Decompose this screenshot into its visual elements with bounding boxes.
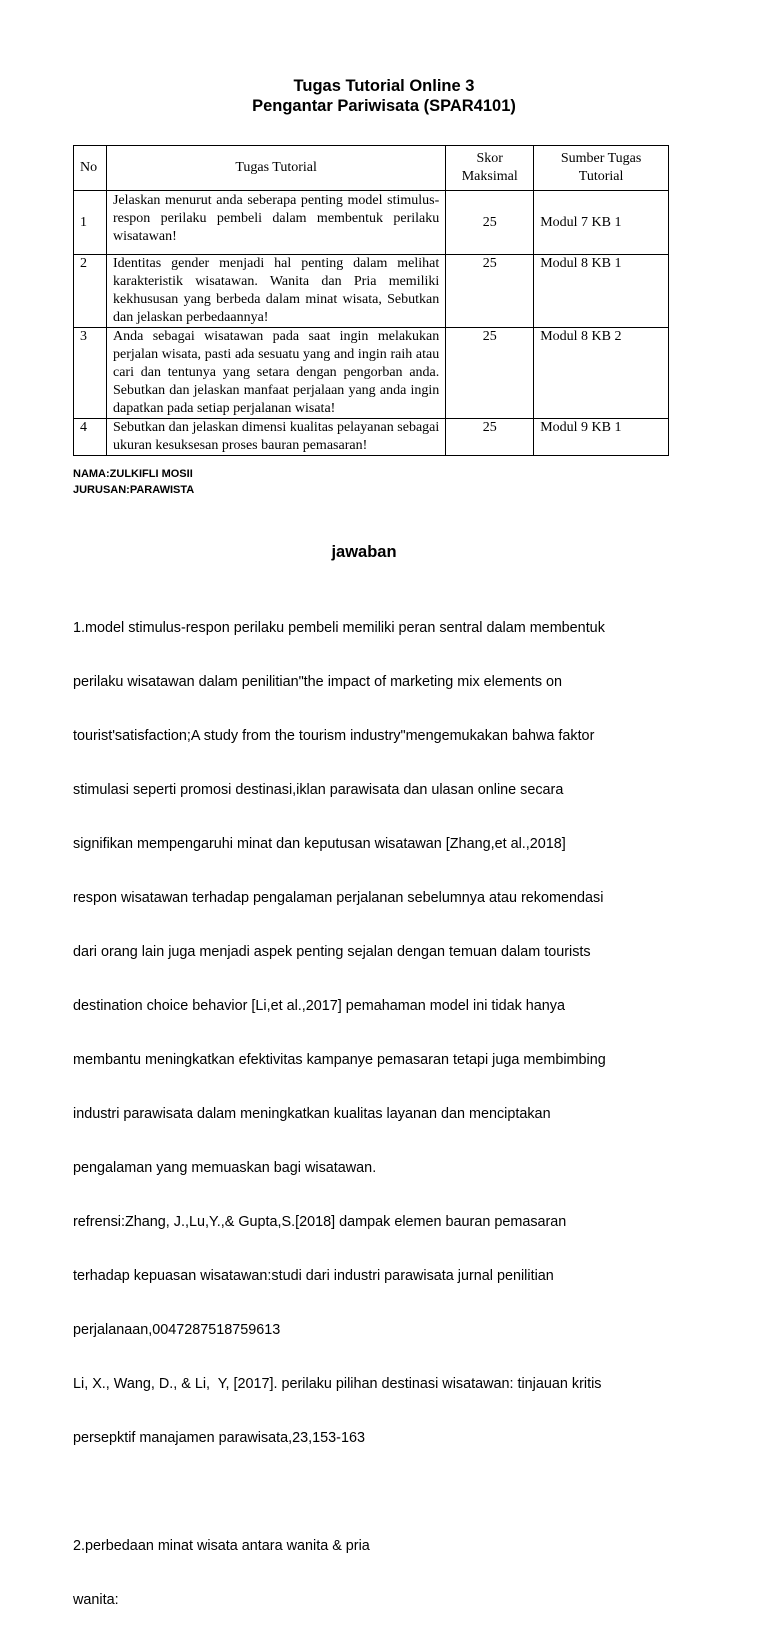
answer-line: wanita: [73,1592,119,1608]
row-source: Modul 8 KB 2 [534,328,669,419]
answer-heading: jawaban [331,543,397,561]
row-score: 25 [446,191,534,255]
answer-line: stimulasi seperti promosi destinasi,iklan parawisata dan ulasan online secara [73,782,564,798]
answer-line: 1.model stimulus-respon perilaku pembeli memiliki peran sentral dalam membentuk [73,620,605,636]
reference-line: terhadap kepuasan wisatawan:studi dari industri parawisata jurnal penilitian [73,1268,554,1284]
page-title [0,76,768,116]
row-number: 1 [74,191,107,255]
header-score-line2: Maksimal [461,169,518,184]
table-row [74,419,669,456]
header-source-line1: Sumber Tugas [560,151,642,166]
reference-line: refrensi:Zhang, J.,Lu,Y.,& Gupta,S.[2018] dampak elemen bauran pemasaran [73,1214,567,1230]
table-row [74,255,669,328]
row-task: Identitas gender menjadi hal penting dalam melihat karakteristik wisatawan. Wanita dan Pria memiliki kekhususan yang berbeda dalam minat wisata, Sebutkan dan jelaskan perbedaannya! [106,255,445,328]
row-source: Modul 9 KB 1 [534,419,669,456]
row-source: Modul 8 KB 1 [534,255,669,328]
answer-line: industri parawisata dalam meningkatkan kualitas layanan dan menciptakan [73,1106,551,1122]
answer-body [73,583,693,1627]
table-row [74,191,669,255]
table-row [74,328,669,419]
student-name: NAMA:ZULKIFLI MOSII [73,468,193,480]
header-source [534,146,669,191]
row-score: 25 [446,328,534,419]
reference-line: Li, X., Wang, D., & Li, Y, [2017]. perilaku pilihan destinasi wisatawan: tinjauan kritis [73,1376,602,1392]
student-info [73,466,194,498]
row-score: 25 [446,255,534,328]
answer-line: 2.perbedaan minat wisata antara wanita & pria [73,1538,370,1554]
header-source-line2: Tutorial [578,169,624,184]
header-no: No [74,146,107,191]
table-header-row [74,146,669,191]
header-score [446,146,534,191]
row-task: Anda sebagai wisatawan pada saat ingin melakukan perjalan wisata, pasti ada sesuatu yang and ingin raih atau cari dan tentunya yang setara dengan pengorban anda. Sebutkan dan jelaskan manfaat perjalaan yang anda ingin dapatkan pada setiap perjalanan wisata! [106,328,445,419]
task-table [73,145,669,456]
answer-line: respon wisatawan terhadap pengalaman perjalanan sebelumnya atau rekomendasi [73,890,604,906]
title-line-2: Pengantar Pariwisata (SPAR4101) [252,97,516,115]
header-task: Tugas Tutorial [106,146,445,191]
row-number: 2 [74,255,107,328]
row-number: 3 [74,328,107,419]
answer-line: membantu meningkatkan efektivitas kampanye pemasaran tetapi juga membimbing [73,1052,606,1068]
row-task: Jelaskan menurut anda seberapa penting model stimulus-respon perilaku pembeli dalam membentuk perilaku wisatawan! [106,191,445,255]
answer-line: dari orang lain juga menjadi aspek penting sejalan dengan temuan dalam tourists [73,944,591,960]
student-major: JURUSAN:PARAWISTA [73,484,195,496]
row-task: Sebutkan dan jelaskan dimensi kualitas pelayanan sebagai ukuran kesuksesan proses bauran pemasaran! [106,419,445,456]
answer-line: signifikan mempengaruhi minat dan keputusan wisatawan [Zhang,et al.,2018] [73,836,566,852]
title-line-1: Tugas Tutorial Online 3 [293,77,475,95]
answer-line: destination choice behavior [Li,et al.,2017] pemahaman model ini tidak hanya [73,998,565,1014]
row-number: 4 [74,419,107,456]
blank-line [73,1483,693,1501]
reference-line: persepktif manajamen parawisata,23,153-163 [73,1430,365,1446]
header-score-line1: Skor [476,151,503,166]
answer-line: perilaku wisatawan dalam penilitian"the impact of marketing mix elements on [73,674,563,690]
row-score: 25 [446,419,534,456]
answer-line: pengalaman yang memuaskan bagi wisatawan. [73,1160,377,1176]
row-source: Modul 7 KB 1 [534,191,669,255]
answer-line: tourist'satisfaction;A study from the tourism industry"mengemukakan bahwa faktor [73,728,595,744]
reference-line: perjalanaan,0047287518759613 [73,1322,281,1338]
